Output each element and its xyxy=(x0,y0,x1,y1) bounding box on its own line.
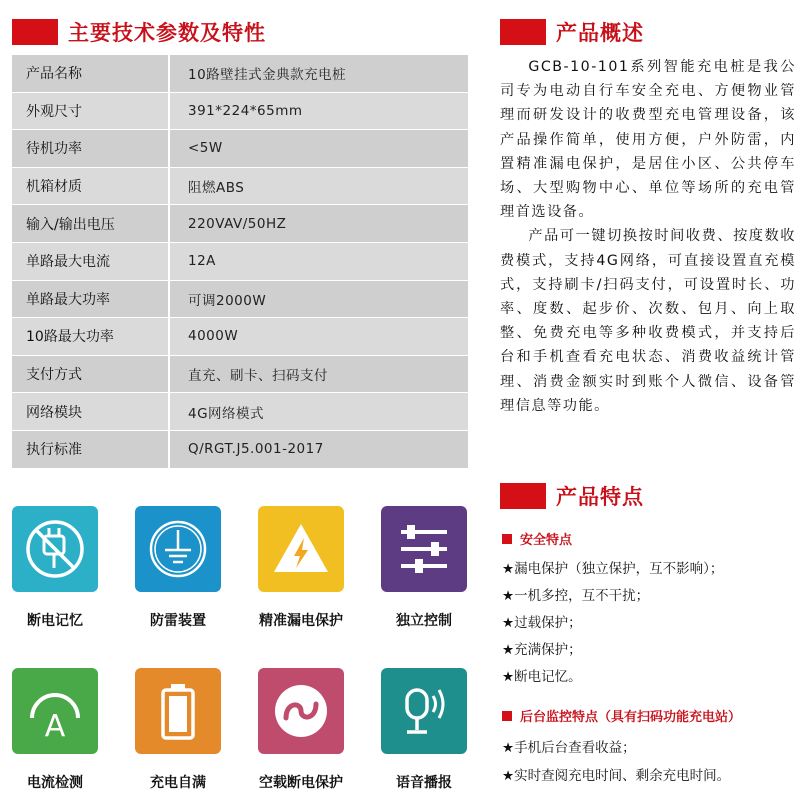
spec-row xyxy=(12,393,468,431)
feature-label: 精准漏电保护 xyxy=(259,613,343,629)
spec-row xyxy=(12,55,468,93)
spec-row xyxy=(12,318,468,356)
spec-row xyxy=(12,281,468,319)
feature-label: 电流检测 xyxy=(27,775,83,791)
ground-symbol-icon xyxy=(135,506,221,592)
spec-value: 直充、刷卡、扫码支付 xyxy=(168,356,468,393)
spec-value: 10路壁挂式金典款充电桩 xyxy=(168,55,468,92)
ammeter-icon xyxy=(12,668,98,754)
feature-voice-broadcast xyxy=(369,668,479,792)
spec-key: 网络模块 xyxy=(26,404,82,421)
backend-item: ★实时查阅充电时间、剩余充电时间。 xyxy=(502,768,731,784)
warning-lightning-icon xyxy=(258,506,344,592)
feature-label: 充电自满 xyxy=(150,775,206,791)
spec-section-title: 主要技术参数及特性 xyxy=(68,21,266,45)
spec-value: 12A xyxy=(168,243,468,280)
product-features-header xyxy=(500,482,644,510)
safety-item: ★一机多控，互不干扰； xyxy=(502,588,650,604)
spec-value: 220VAV/50HZ xyxy=(168,205,468,242)
bullet-square xyxy=(502,534,512,544)
spec-value: 391*224*65mm xyxy=(168,93,468,130)
feature-label: 独立控制 xyxy=(396,613,452,629)
sliders-icon xyxy=(381,506,467,592)
spec-key: 单路最大电流 xyxy=(26,254,110,271)
feature-leakage-protection xyxy=(246,506,356,630)
safety-item: ★断电记忆。 xyxy=(502,669,582,685)
spec-key: 支付方式 xyxy=(26,367,82,384)
overview-text xyxy=(500,55,796,418)
feature-lightning-protection xyxy=(123,506,233,630)
spec-row xyxy=(12,205,468,243)
header-accent-bar xyxy=(500,483,546,509)
header-accent-bar xyxy=(12,19,58,45)
spec-section-header xyxy=(12,18,266,46)
safety-item: ★漏电保护（独立保护，互不影响）； xyxy=(502,561,724,577)
microphone-voice-icon xyxy=(381,668,467,754)
feature-auto-full-stop xyxy=(123,668,233,792)
battery-full-icon xyxy=(135,668,221,754)
spec-key: 单路最大功率 xyxy=(26,291,110,308)
feature-power-memory xyxy=(0,506,110,630)
spec-row xyxy=(12,93,468,131)
product-features-title: 产品特点 xyxy=(556,485,644,509)
overview-paragraph-1: GCB-10-101系列智能充电桩是我公司专为电动自行车安全充电、方便物业管理而研发设计的收费型充电管理设备，该产品操作简单，使用方便，户外防雷，内置精准漏电保护，是居住小区、公共停车场、大型购物中心、单位等场所的充电管理首选设备。 xyxy=(500,59,796,221)
feature-independent-control xyxy=(369,506,479,630)
backend-heading xyxy=(502,706,741,725)
safety-item: ★充满保护； xyxy=(502,642,582,658)
safety-item: ★过载保护； xyxy=(502,615,582,631)
header-accent-bar xyxy=(500,19,546,45)
spec-value: 4000W xyxy=(168,318,468,355)
feature-label: 断电记忆 xyxy=(27,613,83,629)
loop-cord-icon xyxy=(258,668,344,754)
safety-heading xyxy=(502,529,572,548)
overview-title: 产品概述 xyxy=(556,21,644,45)
bullet-square xyxy=(502,711,512,721)
spec-key: 执行标准 xyxy=(26,442,82,459)
feature-label: 空载断电保护 xyxy=(259,775,343,791)
spec-value: 4G网络模式 xyxy=(168,393,468,430)
feature-current-detection xyxy=(0,668,110,792)
overview-section-header xyxy=(500,18,644,46)
spec-value: <5W xyxy=(168,130,468,167)
svg-text:A: A xyxy=(44,709,66,744)
spec-key: 外观尺寸 xyxy=(26,103,82,120)
spec-value: 可调2000W xyxy=(168,281,468,318)
spec-row xyxy=(12,130,468,168)
spec-row xyxy=(12,431,468,469)
spec-key: 待机功率 xyxy=(26,141,82,158)
spec-key: 输入/输出电压 xyxy=(26,216,115,233)
overview-paragraph-2: 产品可一键切换按时间收费、按度数收费模式，支持4G网络，可直接设置直充模式，支持刷卡/扫码支付，可设置时长、功率、度数、起步价、次数、包月、向上取整、免费充电等多种收费模式，并支持后台和手机查看充电状态、消费收益统计管理、消费金额实时到账个人微信、设备管理信息等功能。 xyxy=(500,228,796,414)
backend-heading-text: 后台监控特点（具有扫码功能充电站） xyxy=(520,710,742,725)
spec-table xyxy=(12,55,468,469)
spec-value: Q/RGT.J5.001-2017 xyxy=(168,431,468,468)
spec-row xyxy=(12,356,468,394)
feature-label: 语音播报 xyxy=(396,775,452,791)
spec-value: 阻燃ABS xyxy=(168,168,468,205)
spec-key: 产品名称 xyxy=(26,66,82,83)
feature-no-load-cutoff xyxy=(246,668,356,792)
spec-key: 10路最大功率 xyxy=(26,329,114,346)
spec-key: 机箱材质 xyxy=(26,179,82,196)
safety-heading-text: 安全特点 xyxy=(520,533,573,548)
feature-label: 防雷装置 xyxy=(150,613,206,629)
backend-item: ★手机后台查看收益； xyxy=(502,740,636,756)
power-off-plug-icon xyxy=(12,506,98,592)
spec-row xyxy=(12,168,468,206)
spec-row xyxy=(12,243,468,281)
